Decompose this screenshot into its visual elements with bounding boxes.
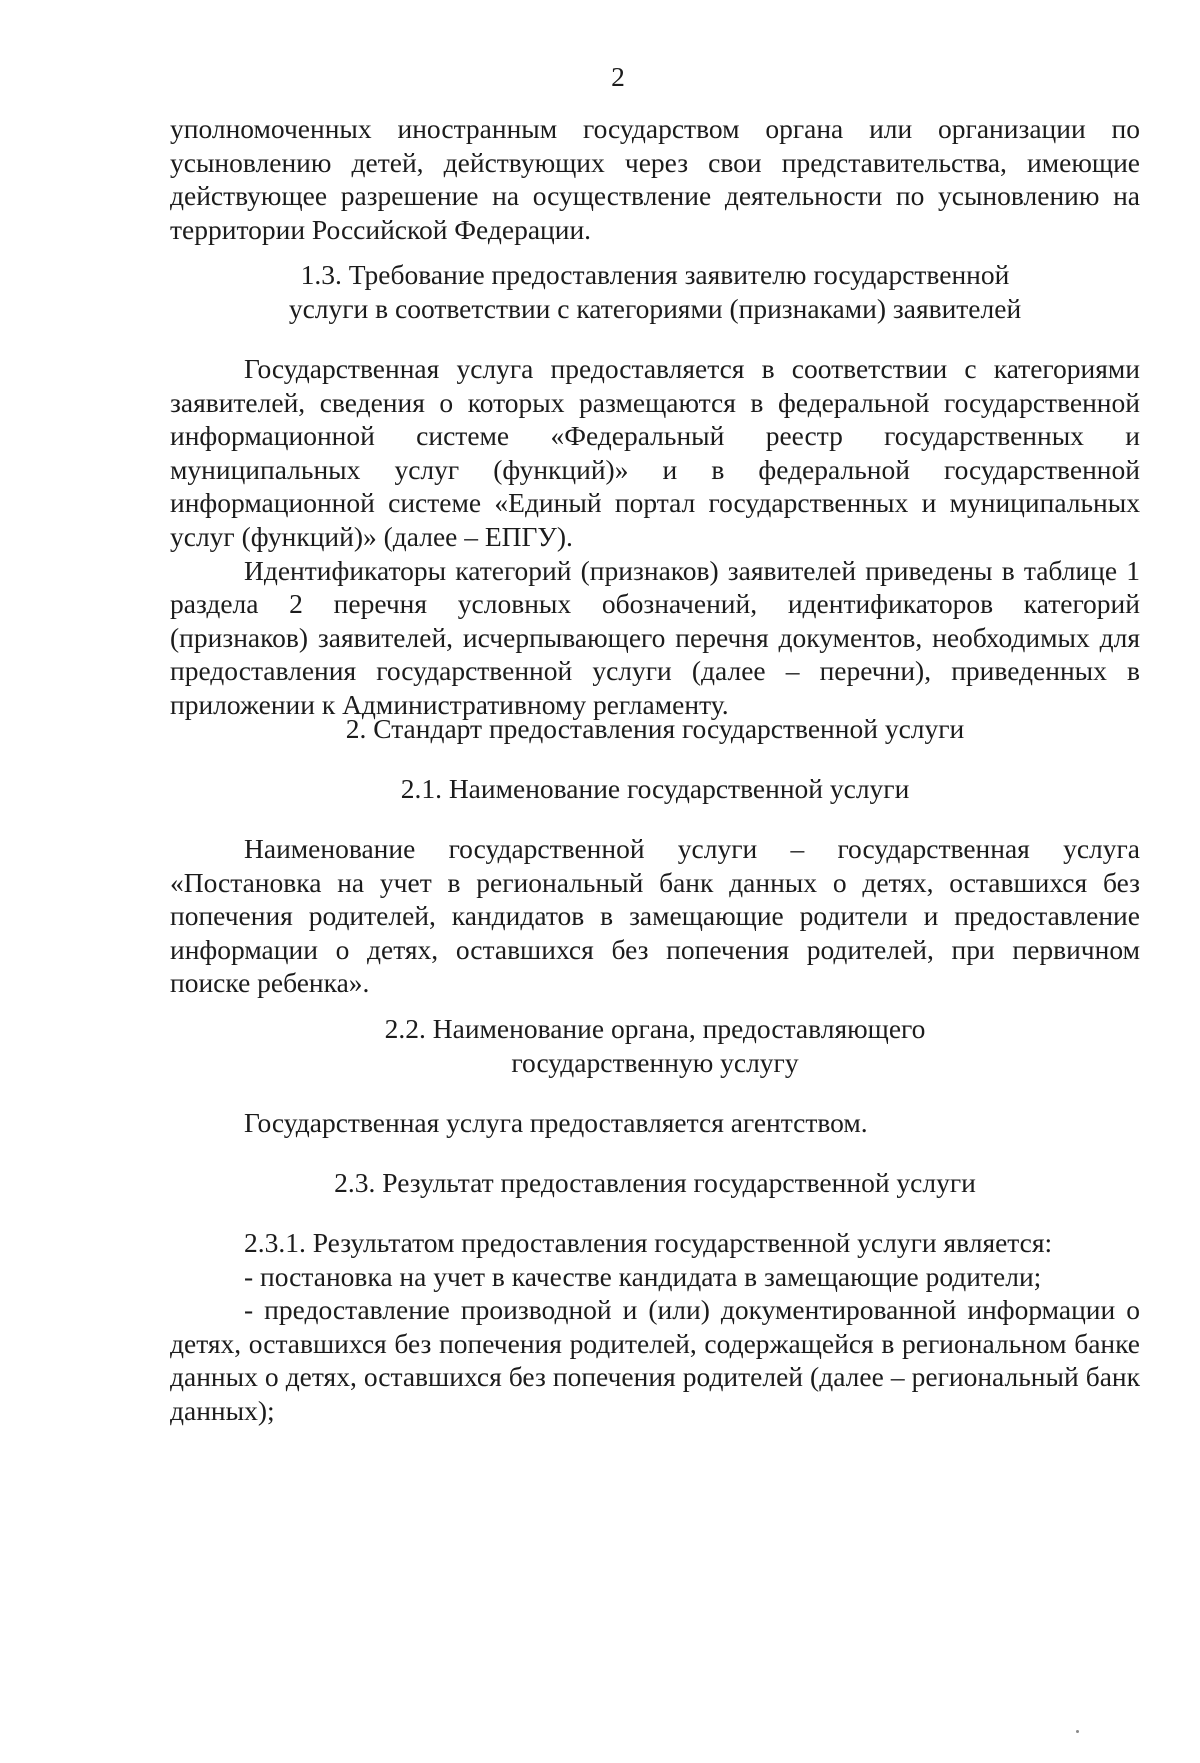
page-number (52, 60, 1200, 94)
section-2-3-heading-block (170, 1166, 1140, 1200)
section-2-1-heading: 2.1. Наименование государственной услуги (400, 773, 910, 804)
section-2-1-paragraph: Наименование государственной услуги – государственная услуга «Постановка на учет в региональный банк данных о детях, оставшихся без попечения родителей, кандидатов в замещающие родители и предоставление информации о детях, оставшихся без попечения родителей, при первичном поиске ребенка». (170, 833, 1140, 999)
section-2-heading: 2. Стандарт предоставления государственной услуги (345, 713, 965, 744)
heading-line: 1.3. Требование предоставления заявителю государственной (300, 259, 1010, 290)
section-1-3-paragraph-1: Государственная услуга предоставляется в соответствии с категориями заявителей, сведения о которых размещаются в федеральной государственной информационной системе «Федеральный реестр государственных и муниципальных услуг (функций)» и в федеральной государственной информационной системе «Единый портал государственных и муниципальных услуг (функций)» (далее – ЕПГУ). (170, 353, 1140, 552)
section-1-3-heading (170, 258, 1140, 325)
section-2-1-heading-block (170, 772, 1140, 806)
heading-line: услуги в соответствии с категориями (признаками) заявителей (288, 292, 1022, 324)
section-1-3-paragraph-2: Идентификаторы категорий (признаков) заявителей приведены в таблице 1 раздела 2 перечня условных обозначений, идентификаторов категорий (признаков) заявителей, исчерпывающего перечня документов, необходимых для предоставления государственной услуги (далее – перечни), приведенных в приложении к Административному регламенту. (170, 554, 1140, 720)
heading-line: государственную услугу (511, 1046, 799, 1078)
section-1-3-body (170, 352, 1140, 722)
section-2-3-lead-paragraph: 2.3.1. Результатом предоставления государственной услуги является: (244, 1227, 1053, 1258)
result-list-item: - постановка на учет в качестве кандидата в замещающие родители; (244, 1260, 1042, 1292)
section-2-2-heading-block (170, 1012, 1140, 1079)
intro-paragraph: уполномоченных иностранным государством органа или организации по усыновлению детей, действующих через свои представительства, имеющие действующее разрешение на осуществление деятельности по усыновлению на территории Российской Федерации. (170, 113, 1140, 245)
result-list-item: - предоставление производной и (или) документированной информации о детях, оставшихся без попечения родителей, содержащейся в региональном банке данных о детях, оставшихся без попечения родителей (далее – региональный банк данных); (170, 1294, 1140, 1426)
section-2-2-paragraph: Государственная услуга предоставляется агентством. (244, 1107, 868, 1138)
page-number-text: 2 (611, 61, 625, 92)
heading-line: 2.2. Наименование органа, предоставляющего (384, 1013, 926, 1044)
intro-block (170, 112, 1140, 246)
section-2-2-heading (170, 1012, 1140, 1079)
section-2-heading-block (170, 712, 1140, 746)
scan-artifact-dot (1076, 1730, 1079, 1733)
section-2-2-body (170, 1106, 1140, 1140)
section-2-3-body (170, 1226, 1140, 1428)
section-1-3-heading-block (170, 258, 1140, 325)
section-2-1-body (170, 832, 1140, 1000)
section-2-3-heading: 2.3. Результат предоставления государственной услуги (334, 1167, 976, 1198)
